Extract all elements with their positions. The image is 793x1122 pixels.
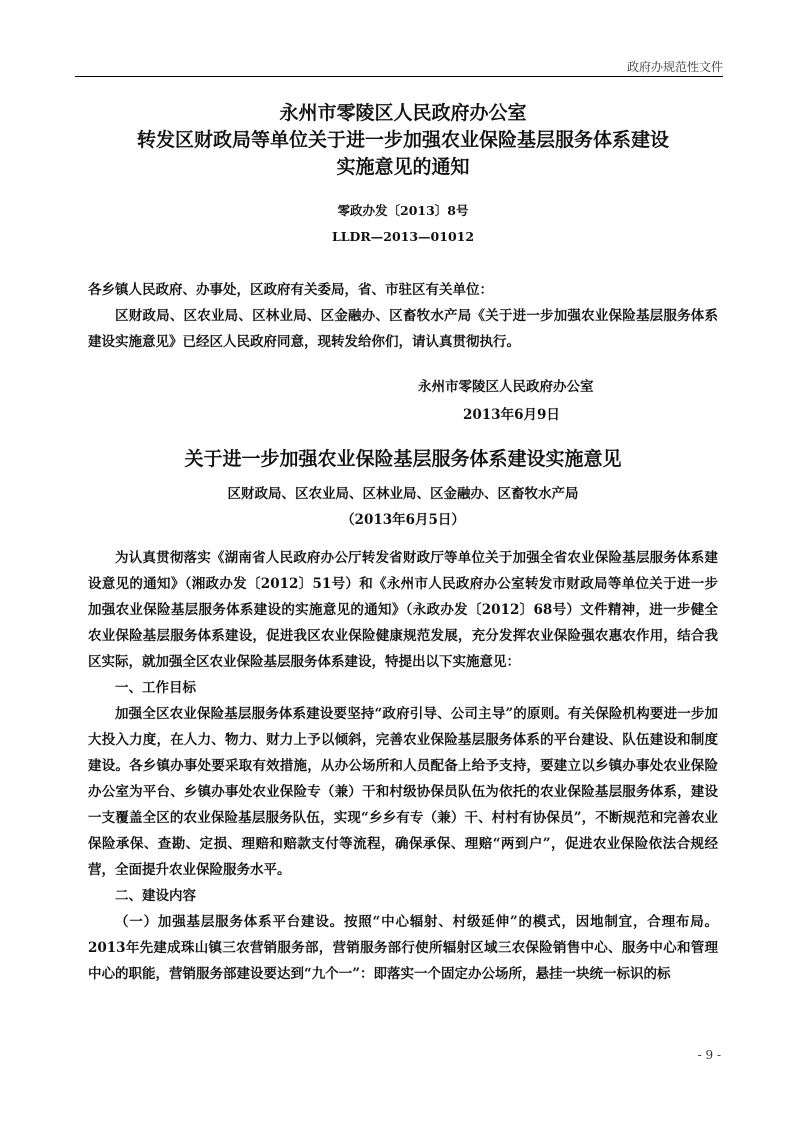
header-divider [75, 76, 723, 77]
notice-signature: 永州市零陵区人民政府办公室 [418, 379, 594, 395]
notice-date: 2013年6月9日 [463, 407, 560, 423]
document-registration-id: LLDR—2013—01012 [331, 229, 475, 244]
section-1-heading: 一、工作目标 [115, 680, 196, 696]
opinion-date: （2013年6月5日） [341, 512, 465, 528]
opinion-title: 关于进一步加强农业保险基层服务体系建设实施意见 [184, 448, 622, 470]
notice-title-line-3: 实施意见的通知 [336, 156, 470, 178]
opinion-intro: 为认真贯彻落实《湖南省人民政府办公厅转发省财政厅等单位关于加强全省农业保险基层服务体系建设意见的通知》（湘政办发〔2012〕51号）和《永州市人民政府办公室转发市财政局等单位关于进一步加强农业保险基层服务体系建设的实施意见的通知》（永政办发〔2012〕68号）文件精神，进一步健全农业保险基层服务体系建设，促进我区农业保险健康规范发展，充分发挥农业保险强农惠农作用，结合我区实际，就加强全区农业保险基层服务体系建设，特提出以下实施意见： [88, 550, 718, 670]
page-number: - 9 - [697, 1048, 721, 1062]
notice-title-line-1: 永州市零陵区人民政府办公室 [279, 102, 527, 124]
notice-signature-block [418, 373, 718, 429]
section-2-body: （一）加强基层服务体系平台建设。按照“中心辐射、村级延伸”的模式，因地制宜，合理布局。2013年先建成珠山镇三农营销服务部，营销服务部行使所辐射区域三农保险销售中心、服务中心和管理中心的职能，营销服务部建设要达到“九个一”：即落实一个固定办公场所，悬挂一块统一标识的标 [88, 914, 718, 982]
notice-body: 区财政局、区农业局、区林业局、区金融办、区畜牧水产局《关于进一步加强农业保险基层服务体系建设实施意见》已经区人民政府同意，现转发给你们，请认真贯彻执行。 [88, 308, 718, 350]
document-number: 零政办发〔2013〕8号 [337, 203, 469, 218]
section-2-heading: 二、建设内容 [115, 888, 196, 904]
section-1-body: 加强全区农业保险基层服务体系建设要坚持“政府引导、公司主导”的原则。有关保险机构要进一步加大投入力度，在人力、物力、财力上予以倾斜，完善农业保险基层服务体系的平台建设、队伍建设和制度建设。各乡镇办事处要采取有效措施，从办公场所和人员配备上给予支持，要建立以乡镇办事处农业保险办公室为平台、乡镇办事处农业保险专（兼）干和村级协保员队伍为依托的农业保险基层服务体系，建设一支覆盖全区的农业保险基层服务队伍，实现“乡乡有专（兼）干、村村有协保员”，不断规范和完善农业保险承保、查勘、定损、理赔和赔款支付等流程，确保承保、理赔“两到户”，促进农业保险依法合规经营，全面提升农业保险服务水平。 [88, 706, 718, 878]
notice-addressee: 各乡镇人民政府、办事处，区政府有关委局，省、市驻区有关单位： [88, 282, 493, 298]
opinion-authors: 区财政局、区农业局、区林业局、区金融办、区畜牧水产局 [227, 486, 579, 502]
notice-title-line-2: 转发区财政局等单位关于进一步加强农业保险基层服务体系建设 [136, 129, 669, 151]
document-body [88, 100, 718, 987]
document-category-tag: 政府办规范性文件 [626, 60, 723, 74]
